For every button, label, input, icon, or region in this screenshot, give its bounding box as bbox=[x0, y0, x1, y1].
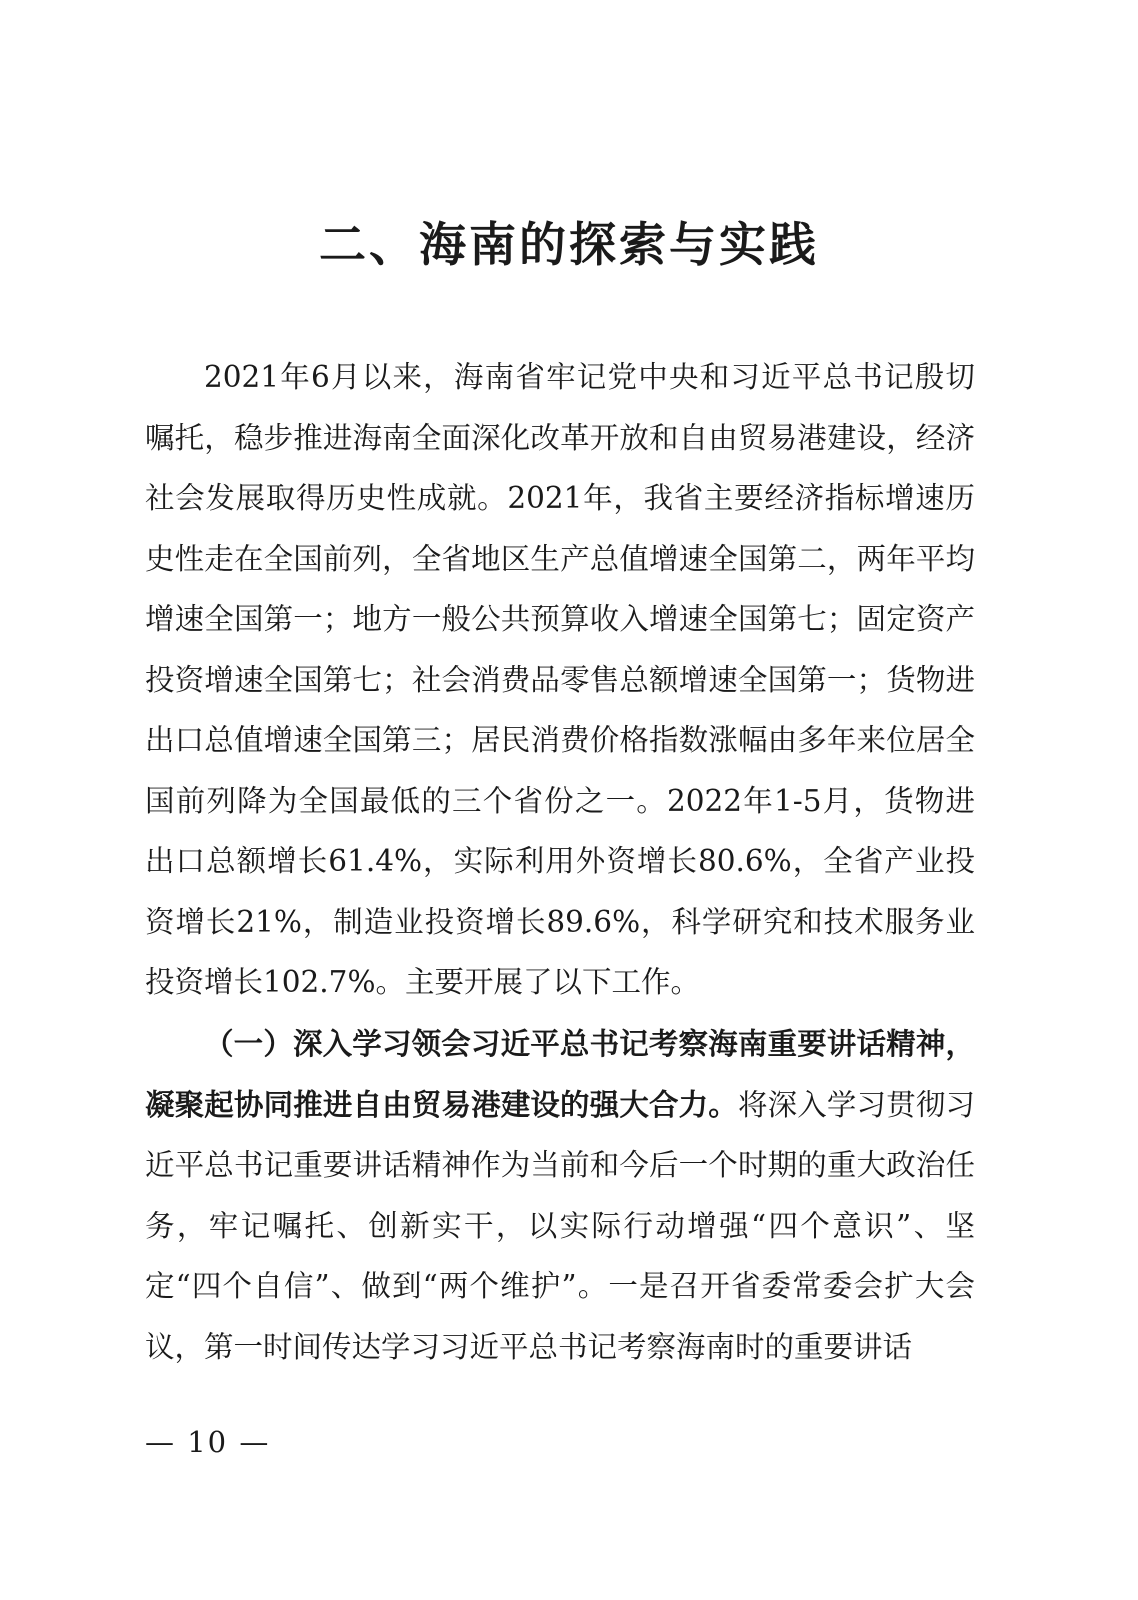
page-number: — 10 — bbox=[145, 1425, 271, 1459]
paragraph-work-item-1 bbox=[145, 1014, 975, 1377]
work-item-heading: （一）深入学习领会习近平总书记考察海南重要讲话精神，凝聚起协同推进自由贸易港建设的强大合力。 bbox=[145, 1027, 975, 1122]
section-title: 二、海南的探索与实践 bbox=[319, 218, 819, 273]
paragraph-overview: 2021年6月以来，海南省牢记党中央和习近平总书记殷切嘱托，稳步推进海南全面深化改革开放和自由贸易港建设，经济社会发展取得历史性成就。2021年，我省主要经济指标增速历史性走在全国前列，全省地区生产总值增速全国第二，两年平均增速全国第一；地方一般公共预算收入增速全国第七；固定资产投资增速全国第七；社会消费品零售总额增速全国第一；货物进出口总值增速全国第三；居民消费价格指数涨幅由多年来位居全国前列降为全国最低的三个省份之一。2022年1-5月，货物进出口总额增长61.4%，实际利用外资增长80.6%，全省产业投资增长21%，制造业投资增长89.6%，科学研究和技术服务业投资增长102.7%。主要开展了以下工作。 bbox=[145, 360, 975, 999]
work-item-body: 将深入学习贯彻习近平总书记重要讲话精神作为当前和今后一个时期的重大政治任务，牢记嘱托、创新实干，以实际行动增强“四个意识”、坚定“四个自信”、做到“两个维护”。一是召开省委常委会扩大会议，第一时间传达学习习近平总书记考察海南时的重要讲话 bbox=[145, 1087, 975, 1364]
